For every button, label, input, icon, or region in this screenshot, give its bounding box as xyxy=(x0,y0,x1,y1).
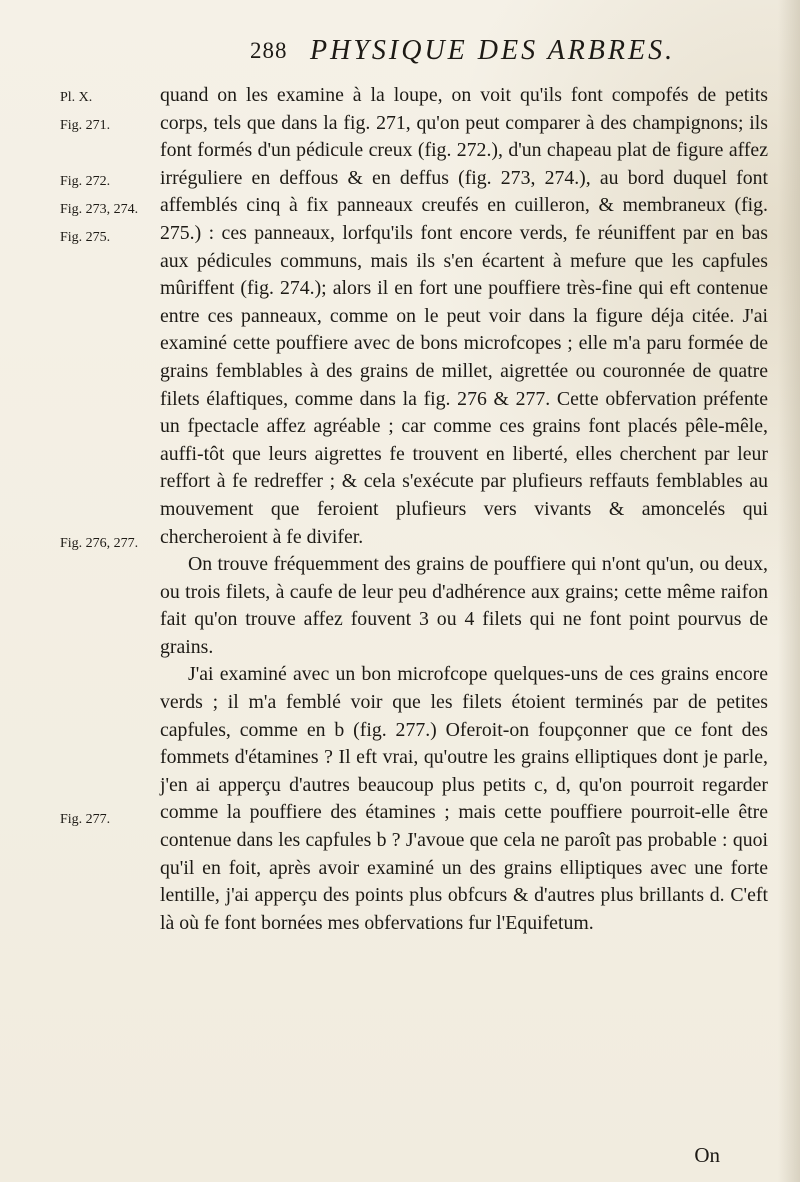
margin-note-plate: Pl. X. xyxy=(60,90,93,105)
paragraph: J'ai examiné avec un bon microfcope quelques-uns de ces grains encore verds ; il m'a femblé voir que les filets étoient terminés par de petites capfules, comme en b (fig. 277.) Oferoit-on foupçonner que ce font des fommets d'étamines ? Il eft vrai, qu'outre les grains elliptiques dont je parle, j'en ai apperçu d'autres beaucoup plus petits c, d, qu'on pourroit regarder comme la pouffiere des étamines ; mais cette pouffiere pourroit-elle être contenue dans les capfules b ? J'avoue que cela ne paroît pas probable : quoi qu'il en foit, après avoir examiné un des grains elliptiques avec une forte lentille, j'ai apperçu des points plus obfcurs & d'autres plus brillants d. C'eft là où fe font bornées mes obfervations fur l'Equifetum. xyxy=(160,663,768,934)
margin-note-fig-271: Fig. 271. xyxy=(60,118,111,133)
margin-note-fig-277: Fig. 277. xyxy=(60,812,111,827)
paragraph: On trouve fréquemment des grains de pouffiere qui n'ont qu'un, ou deux, ou trois filets, à caufe de leur peu d'adhérence aux grains; cette même raifon fait qu'on trouve affez fouvent 3 ou 4 filets qui ne font point pourvus de grains. xyxy=(160,553,768,658)
catchword: On xyxy=(694,1143,720,1167)
margin-note-fig-276-277: Fig. 276, 277. xyxy=(60,536,139,551)
margin-note-fig-272: Fig. 272. xyxy=(60,174,111,189)
paragraph: quand on les examine à la loupe, on voit qu'ils font compofés de petits corps, tels que dans la fig. 271, qu'on peut comparer à des champignons; ils font formés d'un pédicule creux (fig. 272.), d'un chapeau plat de figure affez irréguliere en deffous & en deffus (fig. 273, 274.), au bord duquel font affemblés cinq à fix panneaux creufés en cuilleron, & membraneux (fig. 275.) : ces panneaux, lorfqu'ils font encore verds, fe réuniffent par en bas aux pédicules communs, mais ils s'en écartent à mefure que les capfules mûriffent (fig. 274.); alors il en fort une pouffiere très-fine qui eft contenue entre ces panneaux, comme on le peut voir dans la figure déja citée. J'ai examiné cette pouffiere avec de bons microfcopes ; elle m'a paru formée de grains femblables à des grains de millet, aigrettée ou couronnée de quatre filets élaftiques, comme dans la fig. 276 & 277. Cette obfervation préfente un fpectacle affez agréable ; car comme ces grains font placés pêle-mêle, auffi-tôt que leurs aigrettes fe trouvent en liberté, elles cherchent par leur reffort à fe redreffer ; & cela s'exécute par plufieurs reffauts femblables au mouvement que feroient plufieurs vers vivants & amoncelés qui chercheroient à fe divifer. xyxy=(160,84,768,548)
page-number: 288 xyxy=(250,38,288,63)
body-text xyxy=(160,82,768,937)
running-title: PHYSIQUE DES ARBRES. xyxy=(310,35,676,66)
margin-note-fig-275: Fig. 275. xyxy=(60,230,111,245)
page-header xyxy=(250,32,770,70)
page-edge-shadow xyxy=(778,0,800,1182)
margin-note-fig-273-274: Fig. 273, 274. xyxy=(60,202,139,217)
